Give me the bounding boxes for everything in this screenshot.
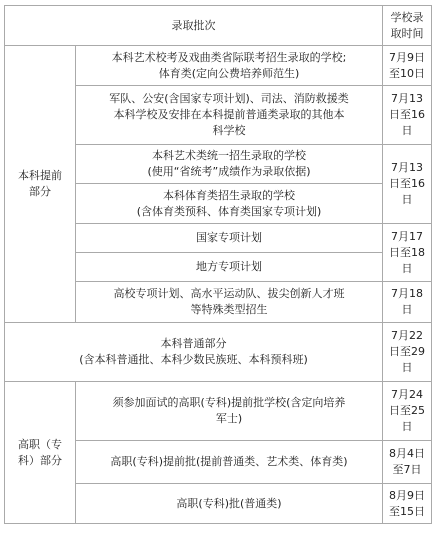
time-cell: 7月13 日至16 日	[383, 145, 432, 224]
batch-cell: 地方专项计划	[76, 253, 383, 282]
admission-schedule-table	[4, 5, 432, 524]
category-vocational: 高职（专 科）部分	[5, 382, 76, 524]
time-cell: 7月9日 至10日	[383, 46, 432, 86]
category-undergrad-regular: 本科普通部分 (含本科普通批、本科少数民族班、本科预科班)	[5, 323, 383, 382]
batch-cell: 须参加面试的高职(专科)提前批学校(含定向培养 军士)	[76, 382, 383, 441]
category-undergrad-early: 本科提前 部分	[5, 46, 76, 323]
batch-cell: 高校专项计划、高水平运动队、拔尖创新人才班 等特殊类型招生	[76, 282, 383, 323]
batch-cell: 本科艺术校考及戏曲类省际联考招生录取的学校; 体育类(定向公费培养师范生)	[76, 46, 383, 86]
header-row	[5, 6, 432, 46]
batch-header: 录取批次	[5, 6, 383, 46]
time-cell: 7月18 日	[383, 282, 432, 323]
admission-schedule	[4, 5, 432, 524]
table-row	[5, 46, 432, 86]
table-row	[5, 323, 432, 382]
batch-cell: 本科体育类招生录取的学校 (含体育类预科、体育类国家专项计划)	[76, 184, 383, 224]
time-cell: 8月4日 至7日	[383, 441, 432, 484]
batch-cell: 国家专项计划	[76, 224, 383, 253]
batch-cell: 高职(专科)提前批(提前普通类、艺术类、体育类)	[76, 441, 383, 484]
time-cell: 7月17 日至18 日	[383, 224, 432, 282]
time-cell: 8月9日 至15日	[383, 484, 432, 524]
time-cell: 7月22 日至29 日	[383, 323, 432, 382]
batch-cell: 本科艺术类统一招生录取的学校 (使用“省统考”成绩作为录取依据)	[76, 145, 383, 184]
time-header: 学校录 取时间	[383, 6, 432, 46]
time-cell: 7月13 日至16 日	[383, 86, 432, 145]
table-row	[5, 382, 432, 441]
batch-cell: 高职(专科)批(普通类)	[76, 484, 383, 524]
time-cell: 7月24 日至25 日	[383, 382, 432, 441]
batch-cell: 军队、公安(含国家专项计划)、司法、消防救援类 本科学校及安排在本科提前普通类录取的其他本 科学校	[76, 86, 383, 145]
